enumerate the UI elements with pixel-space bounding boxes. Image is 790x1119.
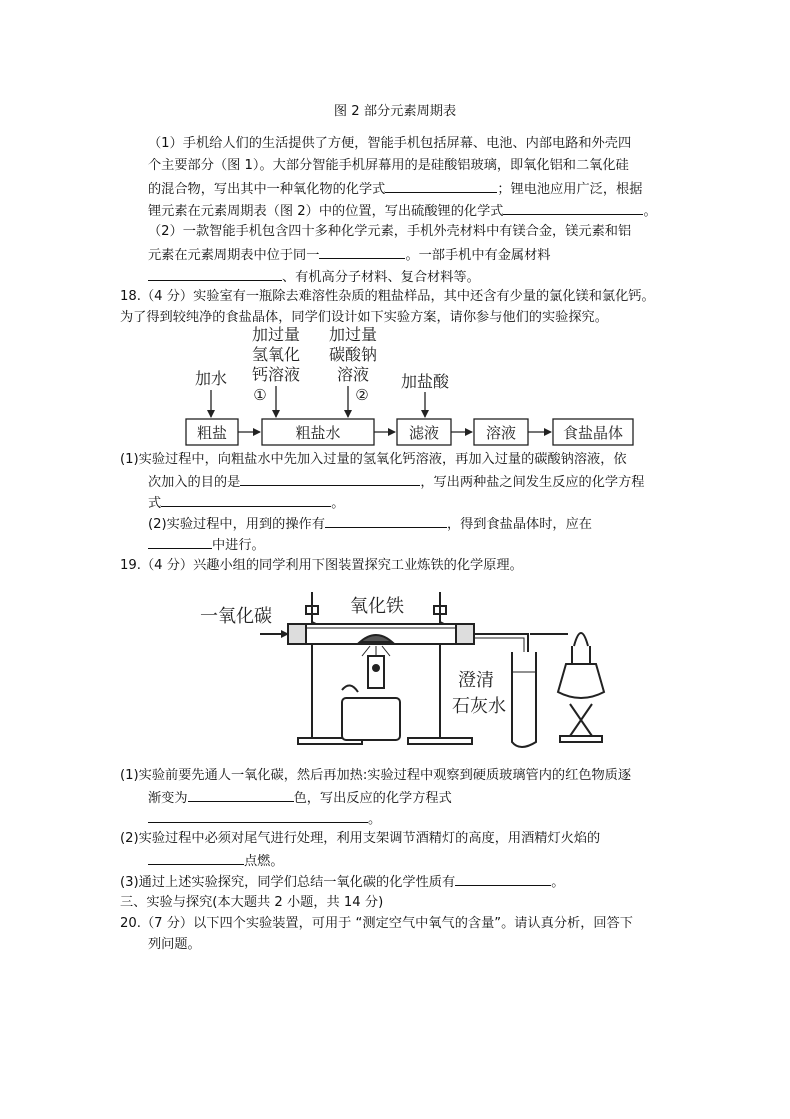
q17-text: ；锂电池应用广泛，根据 bbox=[497, 182, 643, 197]
answer-blank-equation-19[interactable] bbox=[148, 808, 368, 823]
answer-blank-flame[interactable] bbox=[148, 850, 244, 865]
q19-text: (3)通过上述实验探究，同学们总结一氧化碳的化学性质有 bbox=[120, 875, 456, 890]
q19-s1-line2 bbox=[148, 787, 452, 809]
box-solution-label: 溶液 bbox=[485, 424, 517, 442]
q19-text: 色，写出反应的化学方程式 bbox=[293, 791, 452, 806]
reagent1-line3: 钙溶液 bbox=[251, 365, 301, 384]
section3-heading: 三、实验与探究(本大题共 2 小题，共 14 分) bbox=[120, 895, 384, 910]
reagent2-marker: ② bbox=[355, 386, 369, 404]
q17-text: 、有机高分子材料、复合材料等。 bbox=[282, 270, 480, 285]
q17-p1-line1: （1）手机给人们的生活提供了方便，智能手机包括屏幕、电池、内部电路和外壳四 bbox=[148, 136, 632, 151]
box-brine-label: 粗盐水 bbox=[295, 424, 341, 442]
q18-text: 次加入的目的是 bbox=[148, 475, 241, 490]
reagent1-line1: 加过量 bbox=[251, 325, 301, 344]
q18-text: 。 bbox=[331, 496, 345, 511]
q17-text: 的混合物，写出其中一种氧化物的化学式 bbox=[148, 182, 386, 197]
q19-s2-line2 bbox=[148, 850, 284, 872]
q18-text: (2)实验过程中，用到的操作有 bbox=[148, 517, 325, 532]
reagent1-marker: ① bbox=[253, 386, 267, 404]
q17-text: 。 bbox=[643, 204, 657, 219]
label-limewater-line1: 澄清 bbox=[458, 670, 494, 691]
box-salt-crystal-label: 食盐晶体 bbox=[562, 424, 624, 442]
q18-intro-line1: 18.（4 分）实验室有一瓶除去难溶性杂质的粗盐样品，其中还含有少量的氯化镁和氯化钙。 bbox=[120, 289, 655, 304]
q19-s1-line1: (1)实验前要先通人一氧化碳，然后再加热:实验过程中观察到硬质玻璃管内的红色物质逐 bbox=[120, 768, 632, 783]
q19-s1-line3 bbox=[148, 808, 381, 830]
q18-text: 中进行。 bbox=[212, 538, 265, 553]
q17-text: 。一部手机中有金属材料 bbox=[405, 248, 551, 263]
reagent2-line1: 加过量 bbox=[328, 325, 378, 344]
q19-s2-line1: (2)实验过程中必须对尾气进行处理，利用支架调节酒精灯的高度，用酒精灯火焰的 bbox=[120, 831, 601, 846]
answer-blank-co-property[interactable] bbox=[455, 871, 551, 886]
box-crude-salt-label: 粗盐 bbox=[196, 424, 228, 442]
q18-text: ，写出两种盐之间发生反应的化学方程 bbox=[420, 475, 645, 490]
answer-blank-color[interactable] bbox=[188, 787, 294, 802]
q18-s1-line1: (1)实验过程中，向粗盐水中先加入过量的氢氧化钙溶液，再加入过量的碳酸钠溶液，依 bbox=[120, 452, 627, 467]
q17-text: 锂元素在元素周期表（图 2）中的位置，写出硫酸锂的化学式 bbox=[148, 204, 504, 219]
label-limewater-line2: 石灰水 bbox=[452, 696, 506, 717]
reagent-water-label: 加水 bbox=[194, 369, 228, 388]
q19-intro: 19.（4 分）兴趣小组的同学利用下图装置探究工业炼铁的化学原理。 bbox=[120, 558, 523, 573]
q19-text: 点燃。 bbox=[244, 854, 284, 869]
q19-text: 。 bbox=[368, 812, 382, 827]
q19-text: 。 bbox=[551, 875, 565, 890]
q19-s3-line1 bbox=[120, 871, 564, 893]
q17-text: 元素在元素周期表中位于同一 bbox=[148, 248, 320, 263]
reagent1-line2: 氢氧化 bbox=[251, 345, 301, 364]
box-filtrate-label: 滤液 bbox=[408, 424, 440, 442]
q20-line1: 20.（7 分）以下四个实验装置，可用于 “测定空气中氧气的含量”。请认真分析，回答下 bbox=[120, 916, 633, 931]
q17-p1-line2: 个主要部分（图 1）。大部分智能手机屏幕用的是硅酸铝玻璃，即氧化铝和二氧化硅 bbox=[148, 158, 629, 173]
q18-text: ，得到食盐晶体时，应在 bbox=[446, 517, 592, 532]
figure-caption: 图 2 部分元素周期表 bbox=[333, 104, 457, 119]
q19-text: 渐变为 bbox=[148, 791, 188, 806]
q18-text: 式 bbox=[148, 496, 162, 511]
label-ferric-oxide: 氧化铁 bbox=[350, 596, 404, 617]
label-carbon-monoxide: 一氧化碳 bbox=[200, 606, 272, 627]
reagent2-line3: 溶液 bbox=[336, 365, 370, 384]
reagent-acid-label: 加盐酸 bbox=[400, 372, 450, 391]
reagent2-line2: 碳酸钠 bbox=[328, 345, 378, 364]
q20-line2: 列问题。 bbox=[148, 937, 201, 952]
q17-p2-line1: （2）一款智能手机包含四十多种化学元素，手机外壳材料中有镁合金，镁元素和铝 bbox=[148, 224, 632, 239]
q18-intro-line2: 为了得到较纯净的食盐晶体，同学们设计如下实验方案，请你参与他们的实验探究。 bbox=[120, 310, 608, 325]
